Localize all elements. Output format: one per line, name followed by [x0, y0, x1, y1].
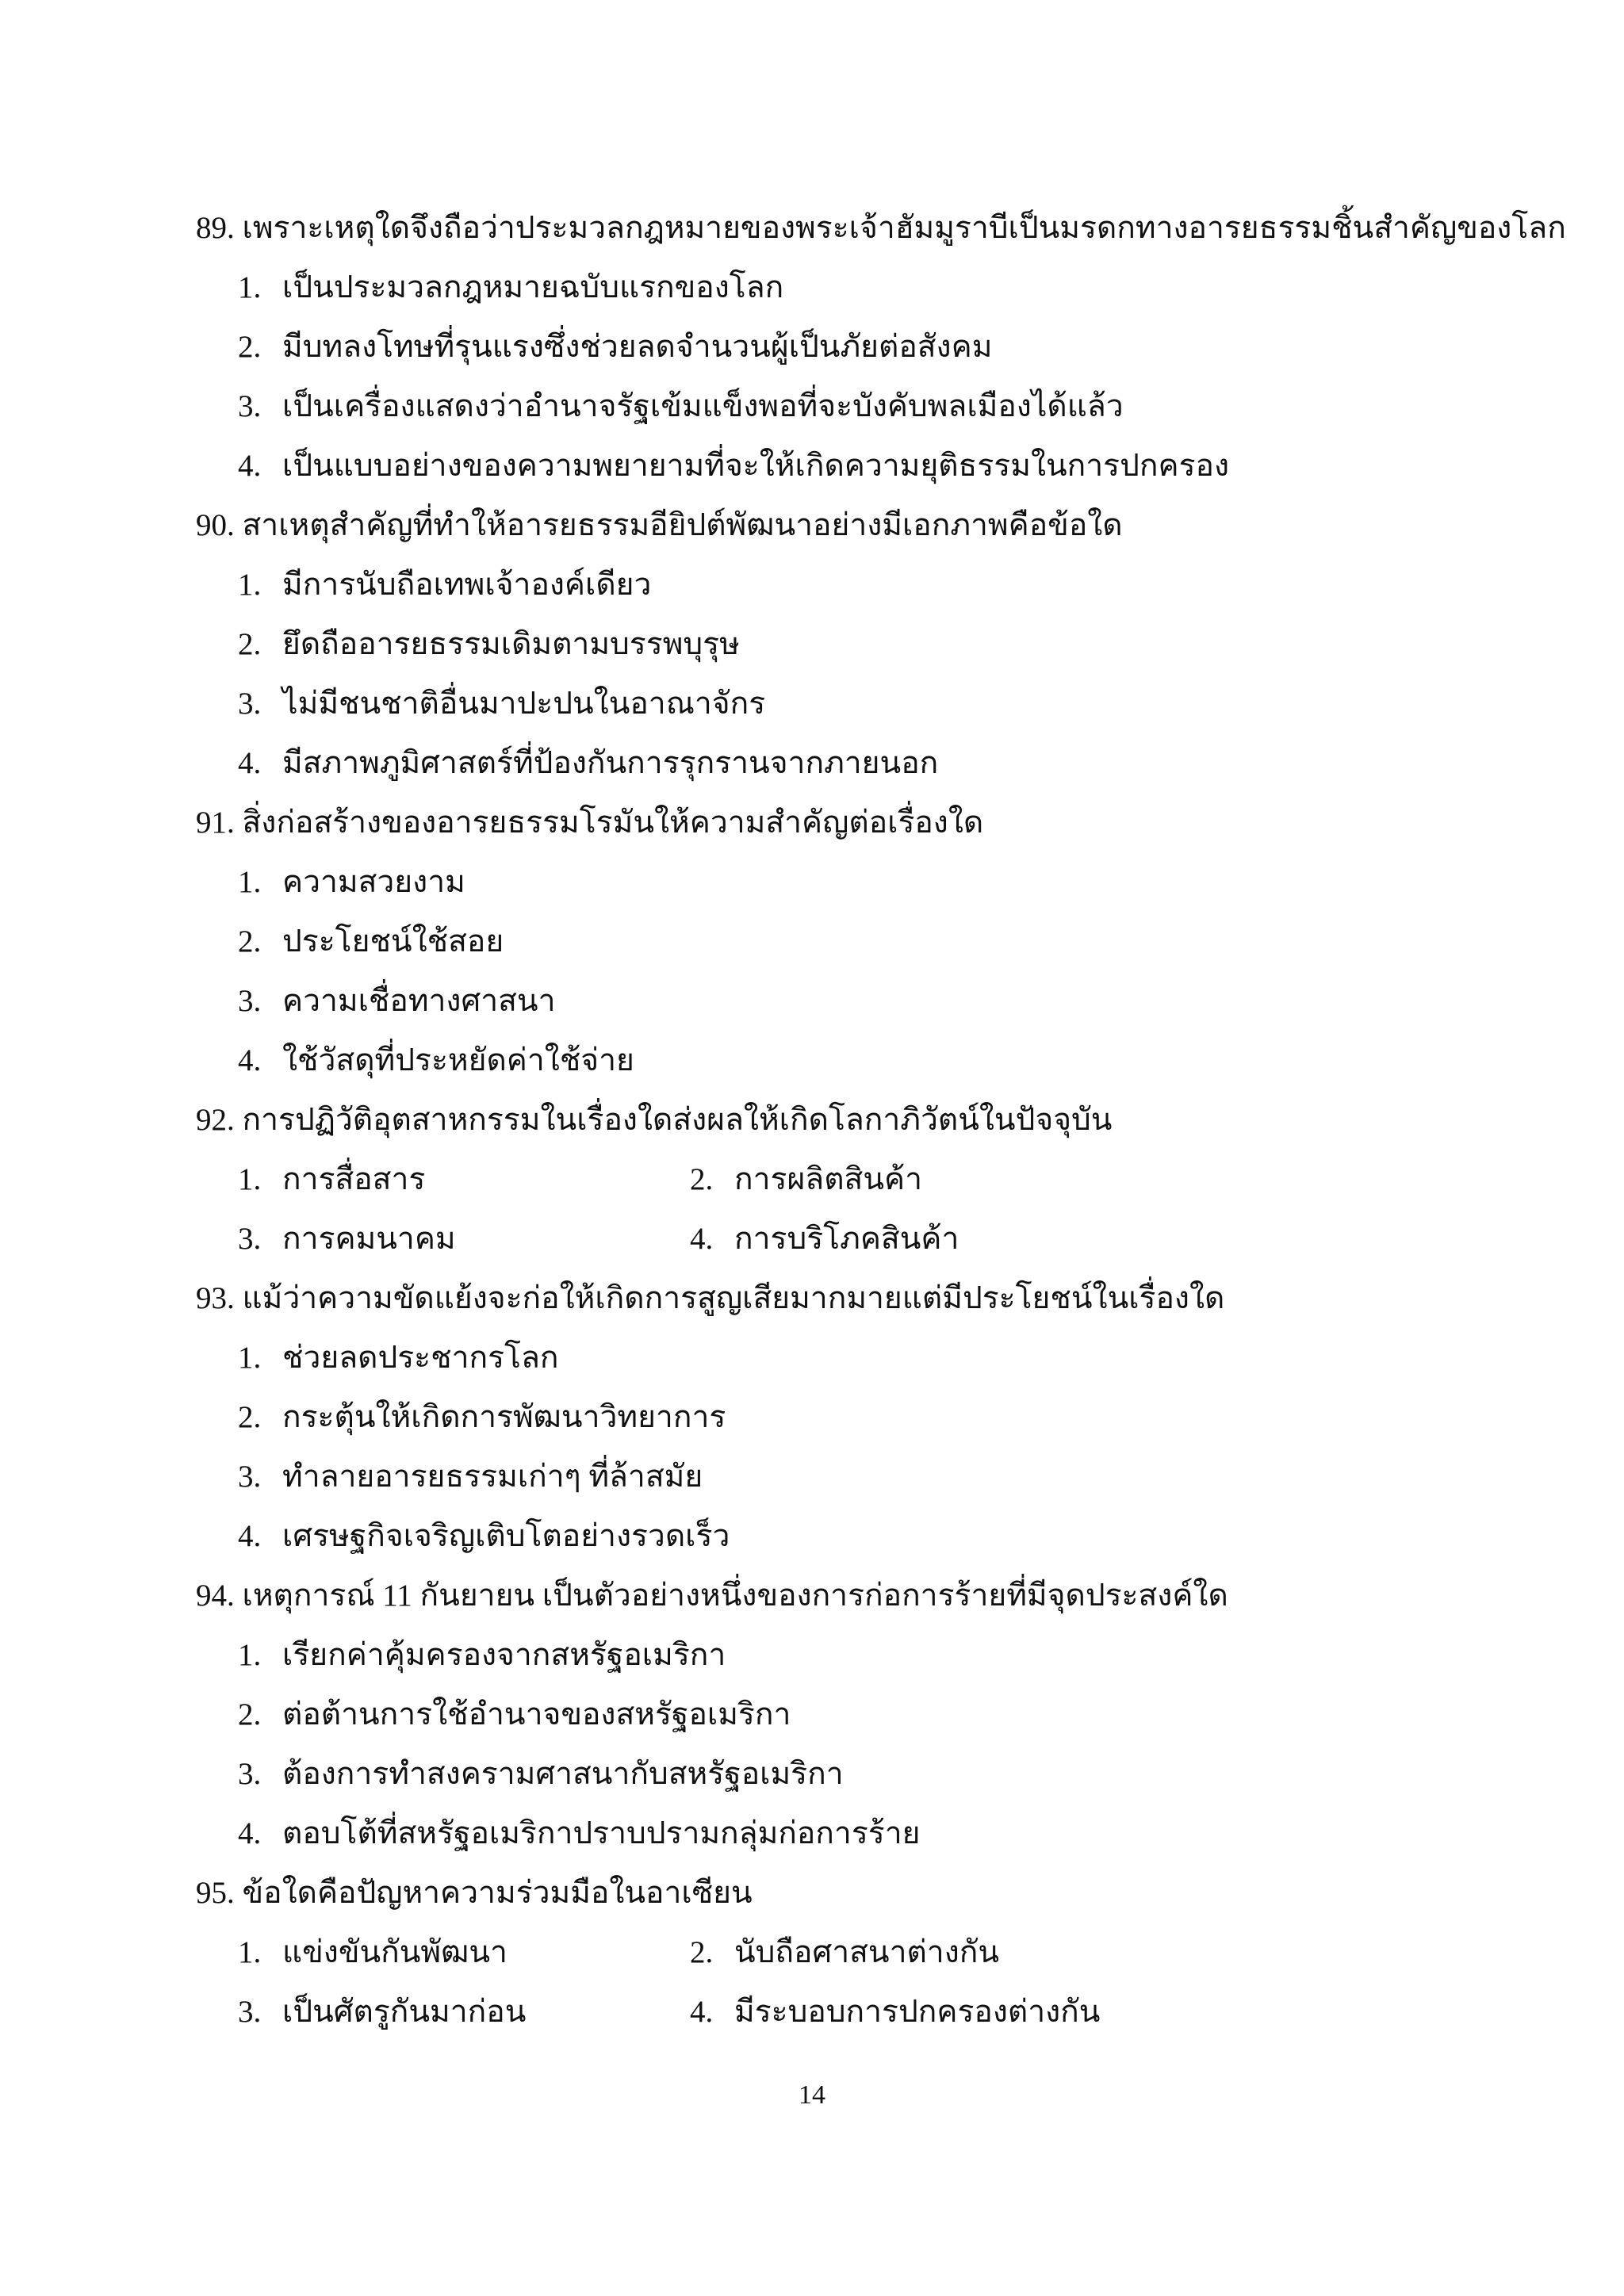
question-text: เหตุการณ์ 11 กันยายน เป็นตัวอย่างหนึ่งของการก่อการร้ายที่มีจุดประสงค์ใด — [242, 1578, 1228, 1613]
option — [238, 860, 465, 905]
option-number: 1. — [238, 568, 262, 602]
option-text: นับถือศาสนาต่างกัน — [734, 1935, 1000, 1969]
option-text: เป็นศัตรูกันมาก่อน — [282, 1995, 527, 2029]
option-text: ใช้วัสดุที่ประหยัดค่าใช้จ่าย — [282, 1043, 634, 1077]
question-text: แม้ว่าความขัดแย้งจะก่อให้เกิดการสูญเสียมากมายแต่มีประโยชน์ในเรื่องใด — [242, 1281, 1225, 1315]
option-number: 1. — [238, 865, 262, 899]
option-number: 1. — [238, 1341, 262, 1375]
option — [238, 385, 1124, 429]
option-text: ประโยชน์ใช้สอย — [282, 924, 504, 959]
option-text: มีการนับถือเทพเจ้าองค์เดียว — [282, 568, 652, 602]
option-number: 4. — [238, 1043, 262, 1077]
option — [238, 1039, 634, 1083]
option-number: 3. — [238, 984, 262, 1018]
option — [238, 1455, 703, 1499]
option — [238, 1217, 456, 1261]
question-number: 95. — [196, 1876, 235, 1910]
option — [238, 979, 556, 1024]
option-number: 2. — [238, 627, 262, 661]
option-text: ความเชื่อทางศาสนา — [282, 984, 556, 1018]
option-text: เป็นแบบอย่างของความพยายามที่จะให้เกิดความยุติธรรมในการปกครอง — [282, 449, 1229, 483]
option — [238, 682, 765, 726]
option — [238, 920, 504, 964]
question-text: สิ่งก่อสร้างของอารยธรรมโรมันให้ความสำคัญต่อเรื่องใด — [242, 806, 984, 840]
option-number: 4. — [690, 1995, 714, 2029]
option — [238, 622, 740, 667]
option-number: 4. — [238, 449, 262, 483]
question-text: เพราะเหตุใดจึงถือว่าประมวลกฎหมายของพระเจ้าฮัมมูราบีเป็นมรดกทางอารยธรรมชิ้นสำคัญของโลก — [242, 211, 1566, 245]
option — [238, 1633, 726, 1678]
option-number: 3. — [238, 1995, 262, 2029]
option-number: 1. — [238, 1935, 262, 1969]
option — [238, 444, 1229, 488]
option-number: 3. — [238, 1757, 262, 1791]
option-number: 2. — [238, 330, 262, 364]
option — [238, 325, 992, 369]
option-text: ไม่มีชนชาติอื่นมาปะปนในอาณาจักร — [282, 687, 766, 721]
option-number: 2. — [238, 1697, 262, 1732]
option — [238, 266, 783, 310]
question-text: การปฏิวัติอุตสาหกรรมในเรื่องใดส่งผลให้เกิดโลกาภิวัตน์ในปัจจุบัน — [242, 1103, 1113, 1137]
option-text: ช่วยลดประชากรโลก — [282, 1341, 559, 1375]
option-text: การบริโภคสินค้า — [734, 1222, 959, 1256]
option-text: แข่งขันกันพัฒนา — [282, 1935, 508, 1969]
option — [238, 1514, 730, 1559]
question-number: 92. — [196, 1103, 235, 1137]
question-92 — [196, 1098, 1544, 1142]
option-text: ยึดถืออารยธรรมเดิมตามบรรพบุรุษ — [282, 627, 740, 661]
option-number: 1. — [238, 1638, 262, 1672]
option-number: 2. — [238, 924, 262, 959]
option-number: 2. — [690, 1935, 714, 1969]
option-text: เศรษฐกิจเจริญเติบโตอย่างรวดเร็ว — [282, 1519, 730, 1553]
option-text: มีสภาพภูมิศาสตร์ที่ป้องกันการรุกรานจากภายนอก — [282, 746, 939, 780]
option-number: 4. — [690, 1222, 714, 1256]
question-number: 90. — [196, 508, 235, 542]
option — [238, 1336, 559, 1380]
option-number: 1. — [238, 270, 262, 304]
question-91 — [196, 801, 1544, 845]
option — [238, 1158, 425, 1202]
option-text: ความสวยงาม — [282, 865, 465, 899]
option-number: 4. — [238, 746, 262, 780]
option-text: เรียกค่าคุ้มครองจากสหรัฐอเมริกา — [282, 1638, 726, 1672]
option-text: ตอบโต้ที่สหรัฐอเมริกาปราบปรามกลุ่มก่อการร้าย — [282, 1816, 921, 1850]
option — [238, 563, 651, 607]
question-93 — [196, 1276, 1544, 1321]
option-text: การสื่อสาร — [282, 1162, 426, 1196]
option-text: เป็นเครื่องแสดงว่าอำนาจรัฐเข้มแข็งพอที่จะบังคับพลเมืองได้แล้ว — [282, 389, 1124, 423]
option-text: มีบทลงโทษที่รุนแรงซึ่งช่วยลดจำนวนผู้เป็นภัยต่อสังคม — [282, 330, 993, 364]
option — [238, 1395, 726, 1440]
question-89 — [196, 206, 1566, 251]
option-text: การผลิตสินค้า — [734, 1162, 922, 1196]
option-number: 3. — [238, 1222, 262, 1256]
option-number: 3. — [238, 687, 262, 721]
option-number: 4. — [238, 1519, 262, 1553]
option — [690, 1158, 922, 1202]
question-text: ข้อใดคือปัญหาความร่วมมือในอาเซียน — [242, 1876, 753, 1910]
question-number: 89. — [196, 211, 235, 245]
question-text: สาเหตุสำคัญที่ทำให้อารยธรรมอียิปต์พัฒนาอย่างมีเอกภาพคือข้อใด — [242, 508, 1123, 542]
option — [690, 1990, 1100, 2034]
question-number: 91. — [196, 806, 235, 840]
option-number: 2. — [690, 1162, 714, 1196]
option-text: เป็นประมวลกฎหมายฉบับแรกของโลก — [282, 270, 784, 304]
option-number: 1. — [238, 1162, 262, 1196]
option-text: มีระบอบการปกครองต่างกัน — [734, 1995, 1101, 2029]
option-number: 3. — [238, 389, 262, 423]
option — [238, 1931, 508, 1975]
option-text: กระตุ้นให้เกิดการพัฒนาวิทยาการ — [282, 1400, 726, 1434]
option-number: 3. — [238, 1460, 262, 1494]
option — [238, 1812, 920, 1856]
option — [690, 1217, 959, 1261]
option-text: การคมนาคม — [282, 1222, 456, 1256]
option — [690, 1931, 999, 1975]
option — [238, 741, 938, 786]
option-text: ต่อต้านการใช้อำนาจของสหรัฐอเมริกา — [282, 1697, 791, 1732]
question-number: 94. — [196, 1578, 235, 1613]
option-number: 4. — [238, 1816, 262, 1850]
option-text: ทำลายอารยธรรมเก่าๆ ที่ล้าสมัย — [282, 1460, 703, 1494]
option-number: 2. — [238, 1400, 262, 1434]
page-number: 14 — [799, 2080, 825, 2110]
question-90 — [196, 503, 1544, 548]
question-number: 93. — [196, 1281, 235, 1315]
option — [238, 1990, 526, 2034]
question-94 — [196, 1574, 1544, 1618]
option-text: ต้องการทำสงครามศาสนากับสหรัฐอเมริกา — [282, 1757, 844, 1791]
option — [238, 1693, 791, 1737]
question-95 — [196, 1871, 1544, 1915]
option — [238, 1752, 844, 1797]
